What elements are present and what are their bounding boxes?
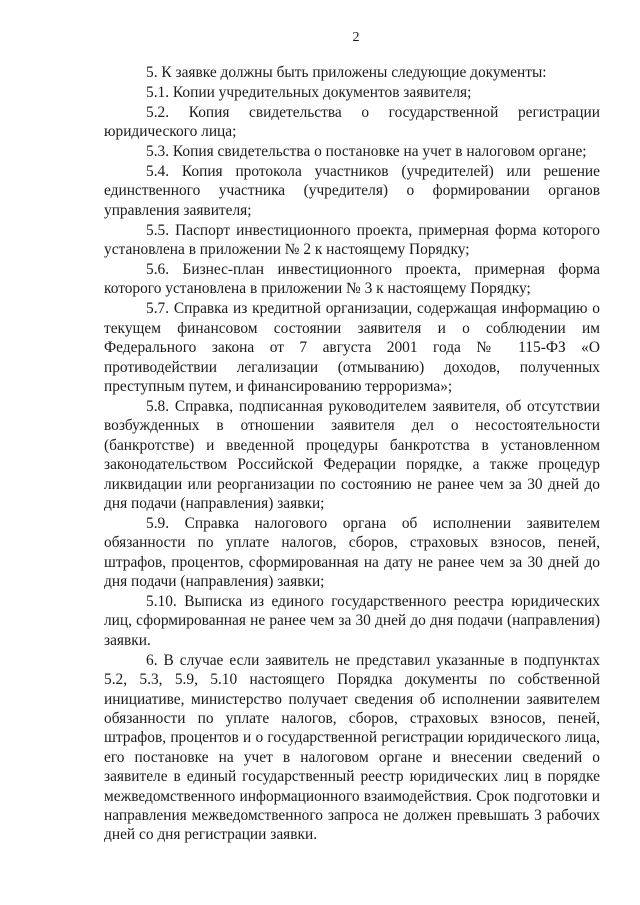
paragraph-5-3: 5.3. Копия свидетельства о постановке на учет в налоговом органе; — [146, 143, 587, 161]
paragraph-6: 6. В случае если заявитель не представил указанные в подпунктах 5.2, 5.3, 5.9, 5.10 настоящего Порядка документы по собственной инициативе, министерство получает сведения об исполнении заявителем обязанности по уплате налогов, сборов, страховых взносов, пеней, штрафов, процентов и о государственной регистрации юридического лица, его постановке на учет в налоговом органе и внесении сведений о заявителе в единый государственный реестр юридических лиц в порядке межведомственного информационного взаимодействия. Срок подготовки и направления межведомственного запроса не должен превышать 3 рабочих дней со дня регистрации заявки. — [104, 651, 600, 844]
paragraph-5-8: 5.8. Справка, подписанная руководителем заявителя, об отсутствии возбужденных в отношении заявителя дел о несостоятельности (банкротстве) и введенной процедуры банкротства в установленном законодательством Российской Федерации порядке, а также процедур ликвидации или реорганизации по состоянию не ранее чем за 30 дней до дня подачи (направления) заявки; — [104, 397, 600, 512]
paragraph-5-1: 5.1. Копии учредительных документов заявителя; — [146, 83, 472, 101]
page-number: 2 — [352, 30, 360, 45]
paragraph-5-10: 5.10. Выписка из единого государственного реестра юридических лиц, сформированная не ранее чем за 30 дней до дня подачи (направления) заявки. — [104, 592, 600, 649]
document-page — [104, 30, 600, 845]
paragraph-5-4: 5.4. Копия протокола участников (учредителей) или решение единственного участника (учредителя) о формировании органов управления заявителя; — [104, 163, 600, 219]
paragraph-5-9: 5.9. Справка налогового органа об исполнении заявителем обязанности по уплате налогов, сборов, страховых взносов, пеней, штрафов, процентов, сформированная на дату не ранее чем за 30 дней до дня подачи (направления) заявки; — [104, 514, 600, 591]
paragraph-5-5: 5.5. Паспорт инвестиционного проекта, примерная форма которого установлена в приложении № 2 к настоящему Порядку; — [104, 221, 600, 259]
paragraph-5: 5. К заявке должны быть приложены следующие документы: — [146, 64, 547, 81]
paragraph-5-6: 5.6. Бизнес-план инвестиционного проекта, примерная форма которого установлена в приложении № 3 к настоящему Порядку; — [104, 261, 600, 298]
paragraph-5-2: 5.2. Копия свидетельства о государственной регистрации юридического лица; — [104, 103, 600, 141]
paragraph-5-7: 5.7. Справка из кредитной организации, содержащая информацию о текущем финансовом состоянии заявителя и о соблюдении им Федерального закона от 7 августа 2001 года № 115-ФЗ «О противодействии легализации (отмыванию) доходов, полученных преступным путем, и финансированию терроризма»; — [104, 300, 600, 395]
